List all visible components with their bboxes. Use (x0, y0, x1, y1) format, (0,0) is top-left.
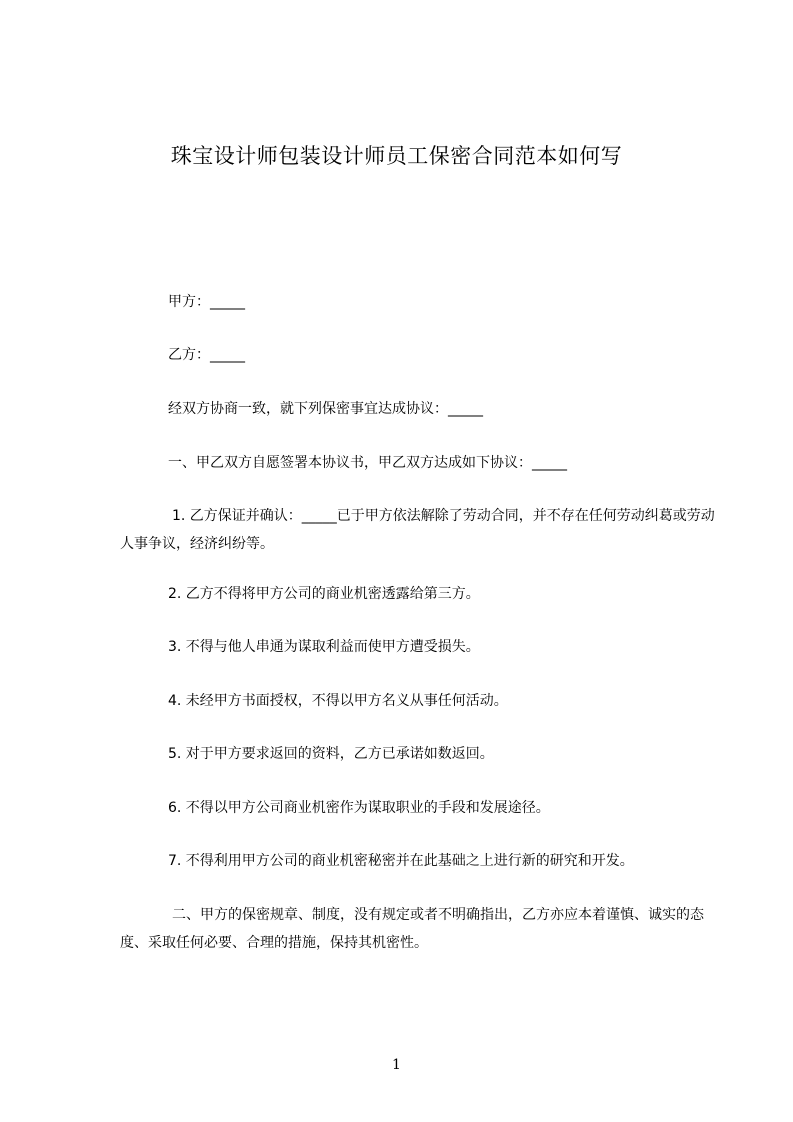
item-1-paragraph: 1. 乙方保证并确认：_____已于甲方依法解除了劳动合同，并不存在任何劳动纠葛或劳动人事争议，经济纠纷等。 (120, 508, 715, 552)
page-number: 1 (392, 1057, 401, 1073)
item-5-paragraph: 5. 对于甲方要求返回的资料，乙方已承诺如数返回。 (168, 746, 494, 762)
party-a-line: 甲方：_____ (168, 294, 245, 310)
party-b-line: 乙方：_____ (168, 347, 245, 363)
item-2-paragraph: 2. 乙方不得将甲方公司的商业机密透露给第三方。 (168, 586, 480, 602)
item-6-paragraph: 6. 不得以甲方公司商业机密作为谋取职业的手段和发展途径。 (168, 800, 550, 816)
item-3-paragraph: 3. 不得与他人串通为谋取利益而使甲方遭受损失。 (168, 639, 480, 655)
item-7-paragraph: 7. 不得利用甲方公司的商业机密秘密并在此基础之上进行新的研究和开发。 (168, 853, 634, 869)
document-title: 珠宝设计师包装设计师员工保密合同范本如何写 (170, 144, 623, 168)
intro-paragraph: 经双方协商一致，就下列保密事宜达成协议：_____ (168, 401, 483, 417)
section-1-heading: 一、甲乙双方自愿签署本协议书，甲乙双方达成如下协议：_____ (168, 455, 567, 471)
item-4-paragraph: 4. 未经甲方书面授权，不得以甲方名义从事任何活动。 (168, 693, 508, 709)
section-2-paragraph: 二、甲方的保密规章、制度，没有规定或者不明确指出，乙方亦应本着谨慎、诚实的态度、采取任何必要、合理的措施，保持其机密性。 (120, 907, 704, 951)
